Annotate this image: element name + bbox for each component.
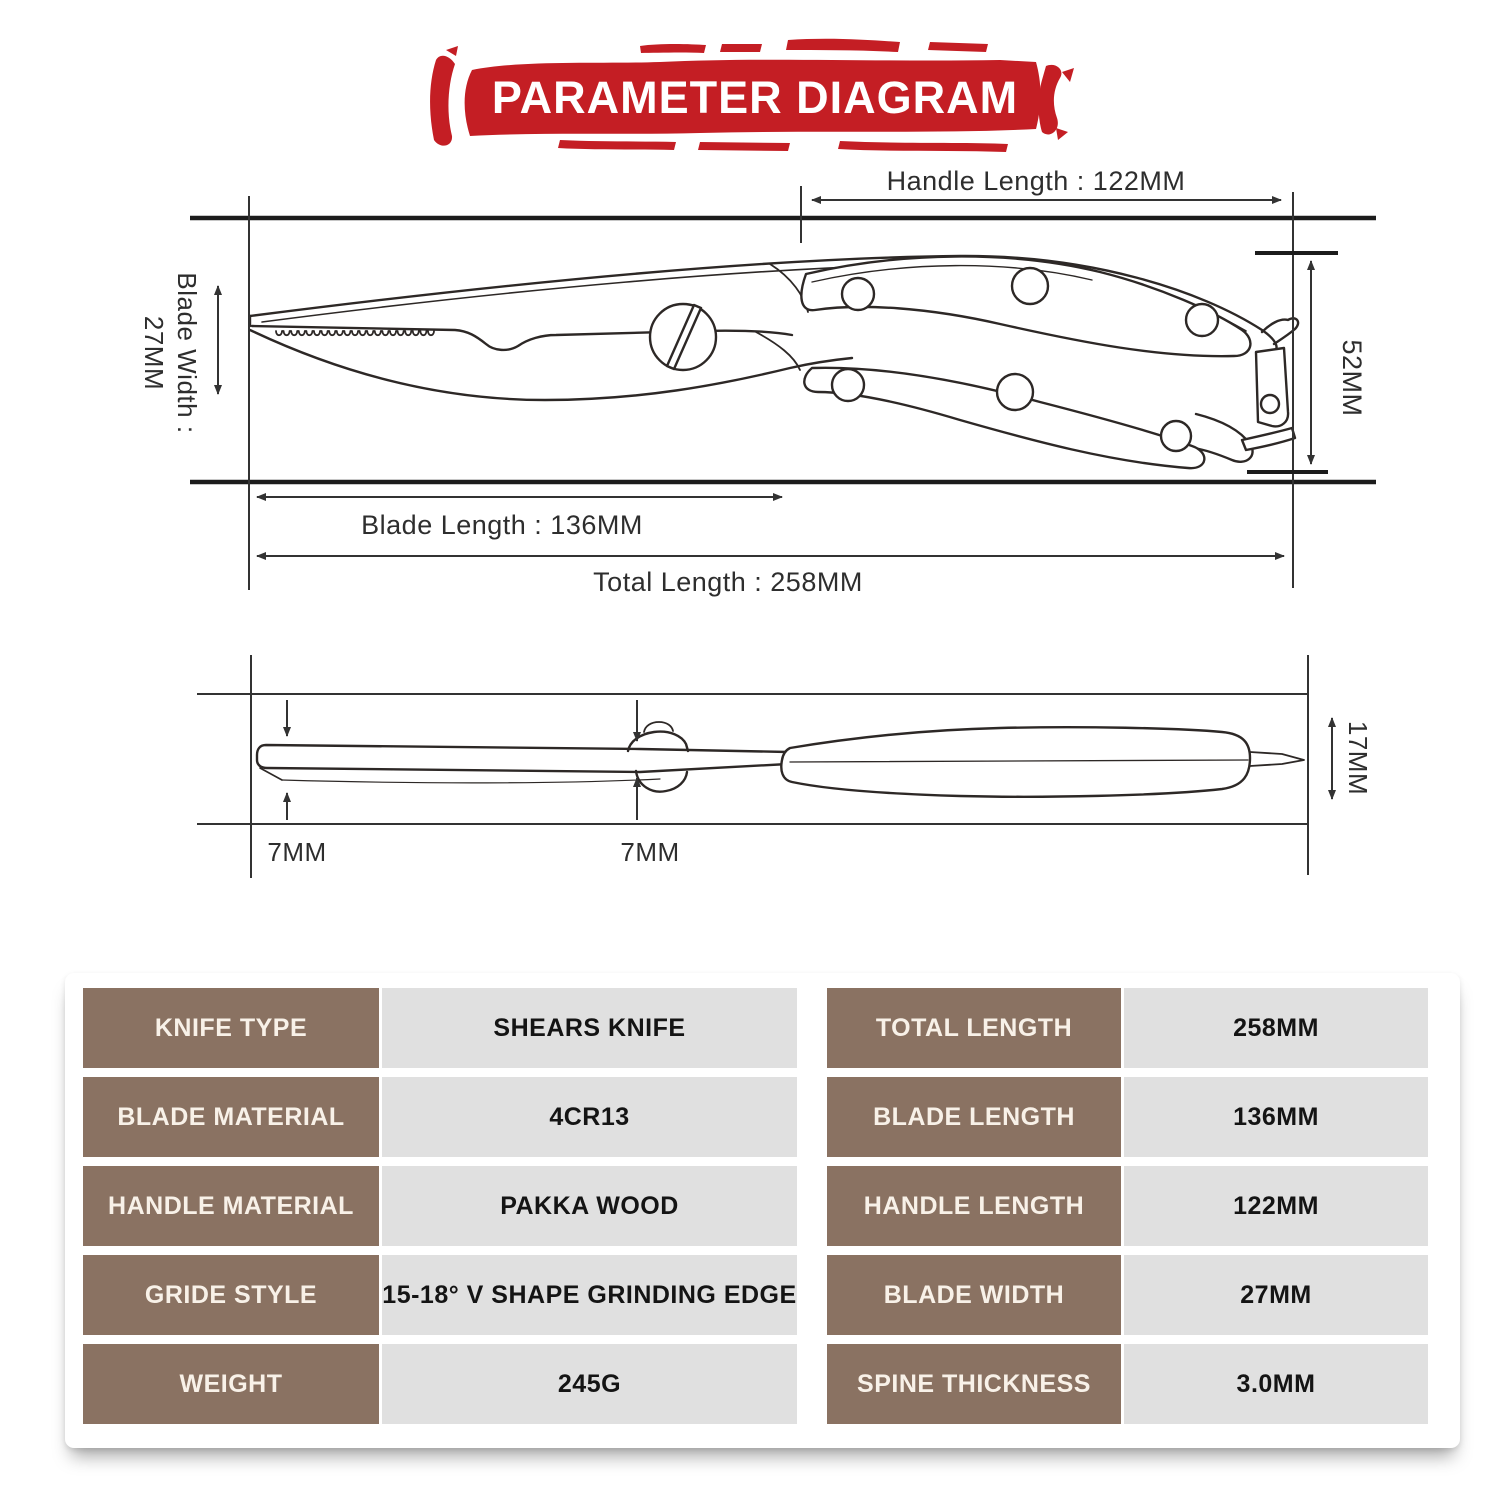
spec-label: TOTAL LENGTH — [827, 988, 1121, 1068]
page-title: PARAMETER DIAGRAM — [491, 72, 1019, 123]
height-52mm-label: 52MM — [1337, 339, 1368, 417]
total-length-label: Total Length : 258MM — [593, 566, 863, 597]
spec-value: 122MM — [1124, 1166, 1428, 1246]
table-row — [827, 1344, 1428, 1424]
table-row — [83, 988, 797, 1068]
spec-value: 245G — [382, 1344, 797, 1424]
spec-label: HANDLE LENGTH — [827, 1166, 1121, 1246]
spec-value: 15-18° V SHAPE GRINDING EDGE — [382, 1255, 797, 1335]
spec-label: BLADE LENGTH — [827, 1077, 1121, 1157]
spec-value: 258MM — [1124, 988, 1428, 1068]
spec-card — [65, 973, 1460, 1448]
table-row — [83, 1344, 797, 1424]
spec-value: 4CR13 — [382, 1077, 797, 1157]
table-row — [827, 1077, 1428, 1157]
pivot-thickness-label: 7MM — [620, 836, 680, 867]
spec-label: BLADE MATERIAL — [83, 1077, 379, 1157]
table-row — [827, 1255, 1428, 1335]
spec-value: SHEARS KNIFE — [382, 988, 797, 1068]
blade-width-label — [137, 243, 203, 463]
spec-label: HANDLE MATERIAL — [83, 1166, 379, 1246]
spec-value: 136MM — [1124, 1077, 1428, 1157]
spec-value: 3.0MM — [1124, 1344, 1428, 1424]
spec-value: 27MM — [1124, 1255, 1428, 1335]
blade-width-label-line2: 27MM — [139, 315, 169, 391]
tip-thickness-label: 7MM — [267, 836, 327, 867]
spec-table-right — [827, 988, 1428, 1433]
table-row — [83, 1077, 797, 1157]
handle-length-label: Handle Length : 122MM — [886, 165, 1186, 196]
spec-label: BLADE WIDTH — [827, 1255, 1121, 1335]
handle-thickness-label: 17MM — [1343, 720, 1374, 796]
blade-width-label-line1: Blade Width : — [172, 272, 202, 434]
spec-label: GRIDE STYLE — [83, 1255, 379, 1335]
spec-label: WEIGHT — [83, 1344, 379, 1424]
table-row — [827, 1166, 1428, 1246]
table-row — [827, 988, 1428, 1068]
spec-table-left — [83, 988, 797, 1433]
spec-label: SPINE THICKNESS — [827, 1344, 1121, 1424]
table-row — [83, 1166, 797, 1246]
shears-side-view — [257, 722, 1304, 797]
shears-top-view — [250, 256, 1298, 468]
spec-label: KNIFE TYPE — [83, 988, 379, 1068]
spec-value: PAKKA WOOD — [382, 1166, 797, 1246]
table-row — [83, 1255, 797, 1335]
blade-length-label: Blade Length : 136MM — [361, 509, 643, 540]
